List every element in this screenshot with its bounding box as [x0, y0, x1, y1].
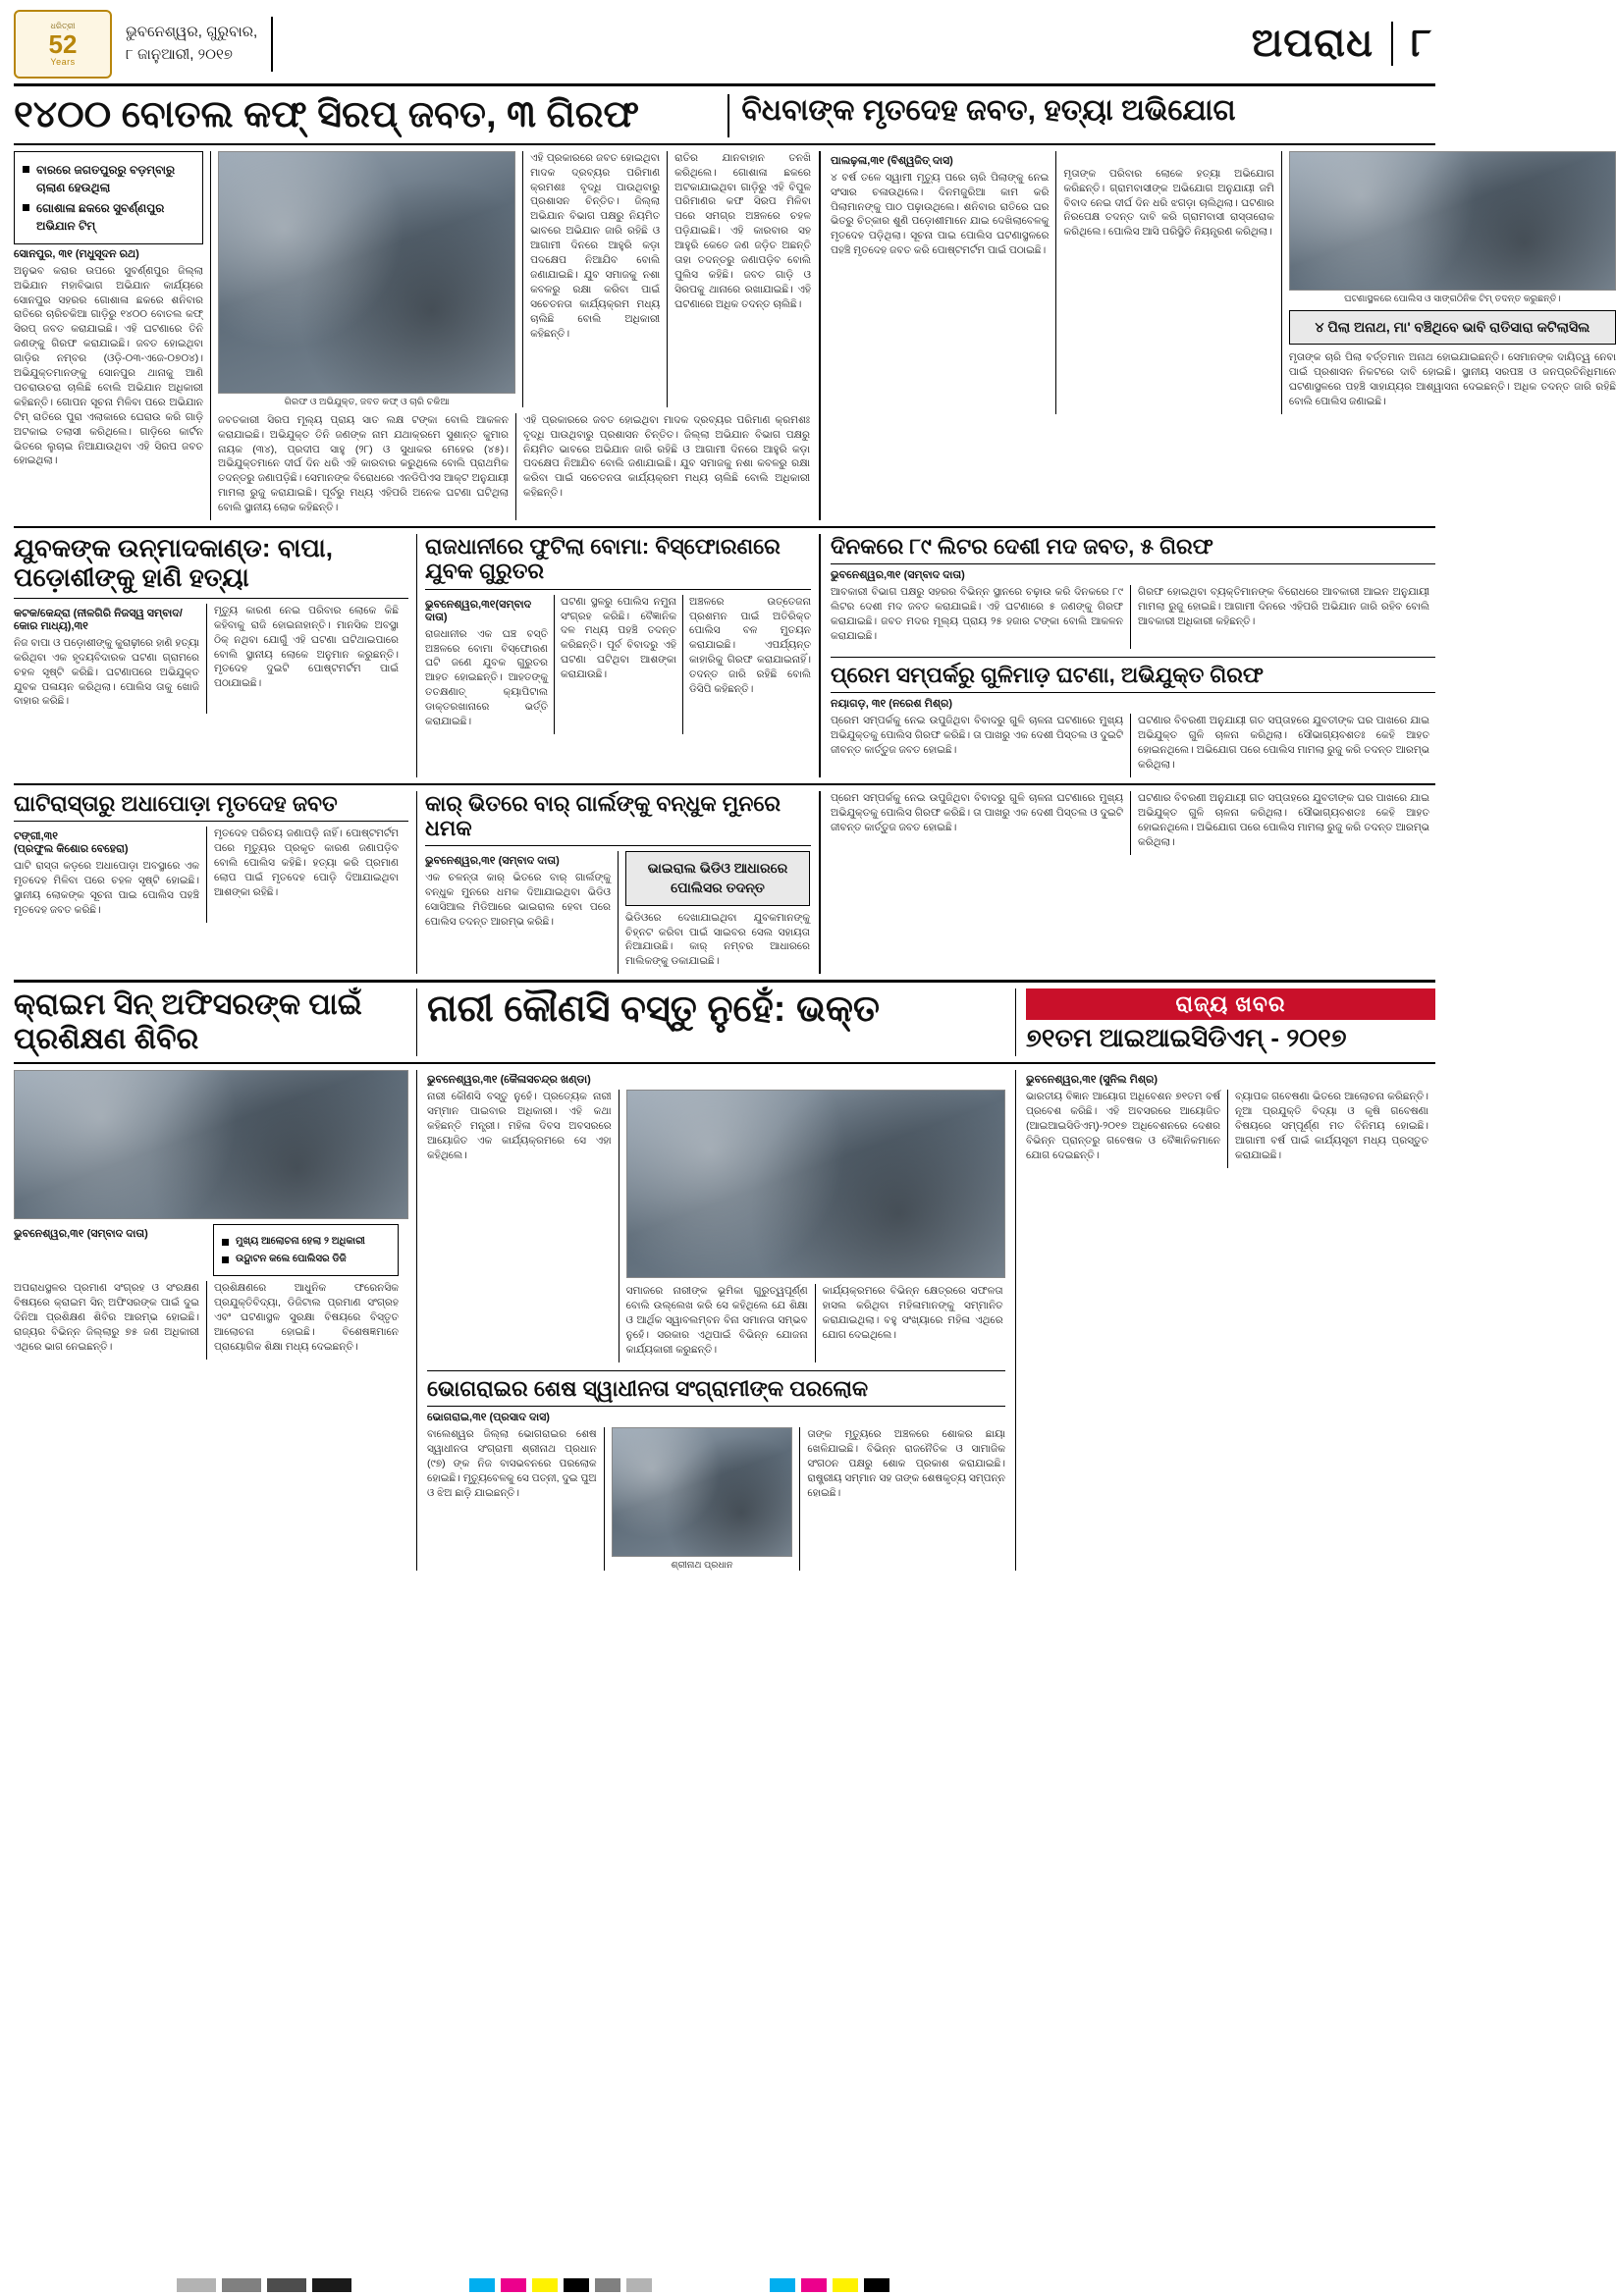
story-bomb-col3: ଅଞ୍ଚଳରେ ଉତ୍ତେଜନା ପ୍ରଶମନ ପାଇଁ ଅତିରିକ୍ତ ପୋଲିସ ବଳ ମୁତୟନ କରାଯାଇଛି। ଏପର୍ଯ୍ୟନ୍ତ କାହାରିକୁ ଗିରଫ କରାଯାଇନାହିଁ। ତଦନ୍ତ ଜାରି ରହିଛି ବୋଲି ଡିସିପି କହିଛନ୍ତି।: [689, 595, 811, 696]
story-corpse-col2: ମୃତଦେହ ପରିଚୟ ଜଣାପଡ଼ି ନାହିଁ। ପୋଷ୍ଟମର୍ଟମ ପରେ ମୃତ୍ୟୁର ପ୍ରକୃତ କାରଣ ଜଣାପଡ଼ିବ ବୋଲି ପୋଲିସ କହିଛି। ହତ୍ୟା କରି ପ୍ରମାଣ ଲୋପ ପାଇଁ ମୃତଦେହ ପୋଡ଼ି ଦିଆଯାଇଥିବା ଆଶଙ୍କା ରହିଛି।: [214, 828, 399, 898]
story-car-shadebox: ଭାଇରାଲ ଭିଡିଓ ଆଧାରରେ ପୋଲିସର ତଦନ୍ତ: [625, 851, 810, 905]
lead-photo-caption: ଗିରଫ ଓ ଅଭିଯୁକ୍ତ, ଜବତ କଫ୍ ଓ ଚାରି ଚକିଆ: [284, 396, 450, 407]
story-iit-headline: ୭୧ତମ ଆଇଆଇସିଡିଏମ୍ - ୨୦୧୭: [1026, 1023, 1347, 1053]
story-women-col3: କାର୍ଯ୍ୟକ୍ରମରେ ବିଭିନ୍ନ କ୍ଷେତ୍ରରେ ସଫଳତା ହାସଲ କରିଥିବା ମହିଳାମାନଙ୍କୁ ସମ୍ମାନିତ କରାଯାଇଥିଲା। ବହୁ ସଂଖ୍ୟାରେ ମହିଳା ଏଥିରେ ଯୋଗ ଦେଇଥିଲେ।: [822, 1285, 1003, 1341]
story-training-keybox: [213, 1224, 399, 1276]
colorbar-segment: [267, 2278, 306, 2292]
story-body-col3: ମୃତାଙ୍କ ଚାରି ପିଲା ବର୍ତ୍ତମାନ ଅନାଥ ହୋଇଯାଇଛନ୍ତି। ସେମାନଙ୍କ ଦାୟିତ୍ୱ ନେବା ପାଇଁ ପ୍ରଶାସନ ନିକଟରେ ଦାବି ହୋଇଛି। ସ୍ଥାନୀୟ ସରପଞ୍ଚ ଓ ଜନପ୍ରତିନିଧିମାନେ ଘଟଣାସ୍ଥଳରେ ପହଞ୍ଚି ସାହାଯ୍ୟର ଆଶ୍ୱାସନା ଦେଇଛନ୍ତି। ଅଧିକ ତଦନ୍ତ ଜାରି ରହିଛି ବୋଲି ପୋଲିସ ଜଣାଇଛି।: [1288, 351, 1616, 407]
colorbar-segment: [501, 2278, 526, 2292]
story-body-col1: ୪ ବର୍ଷ ତଳେ ସ୍ୱାମୀ ମୃତ୍ୟୁ ପରେ ଚାରି ପିଲାଙ୍କୁ ନେଇ ସଂସାର ଚଳାଉଥିଲେ। ଦିନମଜୁରିଆ କାମ କରି ପିଲାମାନଙ୍କୁ ପାଠ ପଢ଼ାଉଥିଲେ। ଶନିବାର ରାତିରେ ଘର ଭିତରୁ ଚିତ୍କାର ଶୁଣି ପଡ଼ୋଶୀମାନେ ଯାଇ ଦେଖିଲାବେଳକୁ ମୃତଦେହ ପଡ଼ିଥିଲା। ସୂଚନା ପାଇ ପୋଲିସ ଘଟଣାସ୍ଥଳରେ ପହଞ୍ଚି ମୃତଦେହ ଜବତ କରି ପୋଷ୍ଟମର୍ଟମ ପାଇଁ ପଠାଇଛି।: [831, 171, 1050, 257]
story-training-keybox-item-1: ମୁଖ୍ୟ ଆଲୋଚନା ହେଲା ୨ ଅଧିକାରୀ: [222, 1234, 390, 1249]
story-love-col1-cont: ପ୍ରେମ ସମ୍ପର୍କକୁ ନେଇ ଉପୁଜିଥିବା ବିବାଦରୁ ଗୁଳି ଚାଳନା ଘଟଣାରେ ମୁଖ୍ୟ ଅଭିଯୁକ୍ତକୁ ପୋଲିସ ଗିରଫ କରିଛି। ତା ପାଖରୁ ଏକ ଦେଶୀ ପିସ୍ତଲ ଓ ଦୁଇଟି ଜୀବନ୍ତ କାର୍ତ୍ତୁଜ ଜବତ ହୋଇଛି।: [831, 791, 1123, 833]
story-love-headline: ପ୍ରେମ ସମ୍ପର୍କରୁ ଗୁଳିମାଡ଼ ଘଟଣା, ଅଭିଯୁକ୍ତ ଗିରଫ: [831, 662, 1265, 687]
story-training-col2: ପ୍ରଶିକ୍ଷଣରେ ଆଧୁନିକ ଫରେନସିକ ପ୍ରଯୁକ୍ତିବିଦ୍ୟା, ଡିଜିଟାଲ ପ୍ରମାଣ ସଂଗ୍ରହ ଏବଂ ଘଟଣାସ୍ଥଳ ସୁରକ୍ଷା ବିଷୟରେ ବିସ୍ତୃତ ଆଲୋଚନା ହୋଇଛି। ବିଶେଷଜ୍ଞମାନେ ପ୍ରାୟୋଗିକ ଶିକ୍ଷା ମଧ୍ୟ ଦେଇଛନ୍ତି।: [214, 1282, 399, 1353]
story-bomb-dateline: ଭୁବନେଶ୍ୱର,୩୧(ସମ୍ବାଦ ଦାତା): [425, 598, 532, 623]
lead-keybox: [14, 151, 203, 244]
masthead-place-line2: ୮ ଜାନୁଆରୀ, ୨୦୧୭: [126, 45, 233, 63]
story-body-dateline: ପାଲଢ଼ଳା,୩୧ (ବିଶ୍ୱଜିତ୍ ଦାସ): [831, 154, 953, 167]
lead-photo: [218, 151, 515, 394]
colorbar-segment: [564, 2278, 589, 2292]
story-body-photo-caption: ଘଟଣାସ୍ଥଳରେ ପୋଲିସ ଓ ସାଙ୍ଗଠିନିକ ଟିମ୍ ତଦନ୍ତ କରୁଛନ୍ତି।: [1344, 293, 1561, 304]
lead-col1: ଅନୁଭବ କରାର ଉପରେ ସୁବର୍ଣ୍ଣପୁର ଜିଲ୍ଲା ଅଭିଯାନ ମହାବିଭାଗ ଅଭିଯାନ କାର୍ଯ୍ୟରେ ସୋନପୁର ସହରର ଗୋଶାଳା ଛକରେ ଶନିବାର ରାତିରେ ଚାରିଚକିଆ ଗାଡ଼ିରୁ ୧୪୦୦ ବୋତଲ କଫ୍ ସିରପ୍ ଜବତ କରାଯାଇଛି। ଏହି ଘଟଣାରେ ତିନି ଜଣଙ୍କୁ ଗିରଫ କରାଯାଇଛି। ଜବତ ହୋଇଥିବା ଗାଡ଼ିର ନମ୍ବର (ଓଡ଼ି-୦୩-ଏଜେ-୦୭୦୪)। ଅଭିଯୁକ୍ତମାନଙ୍କୁ ସୋନପୁର ଥାନାକୁ ଆଣି ପଚରାଉଚରା ଚାଲିଛି ବୋଲି ଅଭିଯାନ ଅଧିକାରୀ କହିଛନ୍ତି। ଗୋପନ ସୂଚନା ମିଳିବା ପରେ ଅଭିଯାନ ଟିମ୍ ରାତିରେ ପୁରା ଏଲାକାରେ ଘେରାଉ କରି ଗାଡ଼ି ଅଟକାଇ ତଲାସୀ କରିଥିଲେ। ଗାଡ଼ିରେ କାର୍ଟନ ଭିତରେ ଲୁଚାଇ ନିଆଯାଉଥିବା ଏହି ସିରପ ଜବତ ହୋଇଥିଲା।: [14, 264, 203, 467]
story-corpse-headline: ଘାଟିରାସ୍ତାରୁ ଅଧାପୋଡ଼ା ମୃତଦେହ ଜବତ: [14, 790, 338, 816]
masthead-right: [1252, 22, 1435, 66]
story-training-headline: କ୍ରାଇମ ସିନ୍ ଅଫିସରଙ୍କ ପାଇଁ ପ୍ରଶିକ୍ଷଣ ଶିବିର: [14, 988, 362, 1055]
lead-col2-cont: ଏହି ପ୍ରକାରରେ ଜବତ ହୋଇଥିବା ମାଦକ ଦ୍ରବ୍ୟର ପରିମାଣ କ୍ରମଶଃ ବୃଦ୍ଧି ପାଉଥିବାରୁ ପ୍ରଶାସନ ଚିନ୍ତିତ। ଜିଲ୍ଲା ଅଭିଯାନ ବିଭାଗ ପକ୍ଷରୁ ନିୟମିତ ଭାବରେ ଅଭିଯାନ ଜାରି ରହିଛି ଓ ଆଗାମୀ ଦିନରେ ଆହୁରି କଡ଼ା ପଦକ୍ଷେପ ନିଆଯିବ ବୋଲି ଜଣାଯାଇଛି। ଯୁବ ସମାଜକୁ ନଶା କବଳରୁ ରକ୍ଷା କରିବା ପାଇଁ ସଚେତନତା କାର୍ଯ୍ୟକ୍ରମ ମଧ୍ୟ ଚାଲିଛି ବୋଲି ଅଧିକାରୀ କହିଛନ୍ତି।: [523, 413, 810, 500]
masthead-place-line1: ଭୁବନେଶ୍ୱର, ଗୁରୁବାର,: [126, 24, 258, 40]
lead-dateline: ସୋନପୁର, ୩୧ (ମଧୁସୂଦନ ରଥ): [14, 247, 139, 260]
lead-keybox-item-1: ବାରରେ ଜଗତପୁରରୁ ବଡ଼ମ୍ବାରୁ ଚାଲାଣ ହେଉଥିଲା: [23, 161, 194, 196]
story-freedom-photo-caption: ଶ୍ରୀନାଥ ପ୍ରଧାନ: [671, 1560, 733, 1572]
state-news-band: ରାଜ୍ୟ ଖବର: [1026, 988, 1435, 1020]
story-youth-headline: ଯୁବକଙ୍କ ଉନ୍ମାଦକାଣ୍ଡ: ବାପା, ପଡ଼ୋଶୀଙ୍କୁ ହାଣି ହତ୍ୟା: [14, 533, 333, 592]
colorbar-segment: [595, 2278, 620, 2292]
story-freedom-col2: ତାଙ୍କ ମୃତ୍ୟୁରେ ଅଞ୍ଚଳରେ ଶୋକର ଛାୟା ଖେଳିଯାଇଛି। ବିଭିନ୍ନ ରାଜନୈତିକ ଓ ସାମାଜିକ ସଂଗଠନ ପକ୍ଷରୁ ଶୋକ ପ୍ରକାଶ କରାଯାଇଛି। ରାଷ୍ଟ୍ରୀୟ ସମ୍ମାନ ସହ ତାଙ୍କ ଶେଷକୃତ୍ୟ ସମ୍ପନ୍ନ ହୋଇଛି।: [807, 1428, 1005, 1499]
page-number: ୮: [1391, 22, 1431, 66]
story-iit-col2: ବ୍ୟାପକ ଗବେଷଣା ଭିତରେ ଆଲୋଚନା କରିଛନ୍ତି। ନୂଆ ପ୍ରଯୁକ୍ତି ବିଦ୍ୟା ଓ କୃଷି ଗବେଷଣା ବିଷୟରେ ସମ୍ପୂର୍ଣ୍ଣ ମତ ବିନିମୟ ହୋଇଛି। ଆଗାମୀ ବର୍ଷ ପାଇଁ କାର୍ଯ୍ୟସୂଚୀ ମଧ୍ୟ ପ୍ରସ୍ତୁତ କରାଯାଇଛି।: [1235, 1091, 1428, 1161]
story-car-dateline: ଭୁବନେଶ୍ୱର,୩୧ (ସମ୍ବାଦ ଦାତା): [425, 855, 560, 868]
lead-col4: ରାତିର ଯାନବାହାନ ତନଖି କରିଥିଲେ। ଗୋଶାଳା ଛକରେ ଅଟକାଯାଇଥିବା ଗାଡ଼ିରୁ ଏହି ବିପୁଳ ପରିମାଣର କଫ ସିରପ ମିଳିବା ପରେ ସମଗ୍ର ଅଞ୍ଚଳରେ ଚହଳ ପଡ଼ିଯାଇଛି। ଏହି କାରବାର ସହ ଆହୁରି କେତେ ଜଣ ଜଡ଼ିତ ଅଛନ୍ତି ତାହା ତଦନ୍ତରୁ ଜଣାପଡ଼ିବ ବୋଲି ପୁଲିସ କହିଛି। ଜବତ ଗାଡ଼ି ଓ ସିରପକୁ ଥାନାରେ ରଖାଯାଇଛି। ଏହି ଘଟଣାରେ ଅଧିକ ତଦନ୍ତ ଚାଲିଛି।: [674, 151, 812, 310]
section-title: ଅପରାଧ: [1251, 22, 1374, 65]
colorbar-segment: [177, 2278, 216, 2292]
story-love-col2: ଘଟଣାର ବିବରଣୀ ଅନୁଯାୟୀ ଗତ ସପ୍ତାହରେ ଯୁବତୀଙ୍କ ଘର ପାଖରେ ଯାଇ ଅଭିଯୁକ୍ତ ଗୁଳି ଚାଳନା କରିଥିଲା। ସୌଭାଗ୍ୟବଶତଃ କେହି ଆହତ ହୋଇନଥିଲେ। ଅଭିଯୋଗ ପରେ ପୋଲିସ ମାମଲା ରୁଜୁ କରି ତଦନ୍ତ ଆରମ୍ଭ କରିଥିଲା।: [1138, 715, 1429, 771]
story-women-headline: ନାରୀ କୌଣସି ବସ୍ତୁ ନୁହେଁ: ଭକ୍ତ: [427, 988, 881, 1031]
story-iit-col1: ଭାରତୀୟ ବିଜ୍ଞାନ ଆୟୋଗ ଅଧିବେଶନ ୭୧ତମ ବର୍ଷ ପ୍ରବେଶ କରିଛି। ଏହି ଅବସରରେ ଆୟୋଜିତ (ଆଇଆଇସିଡିଏମ୍)-୨୦୧୭ ଅଧିବେଶନରେ ଦେଶର ବିଭିନ୍ନ ପ୍ରାନ୍ତରୁ ଗବେଷକ ଓ ବୈଜ୍ଞାନିକମାନେ ଯୋଗ ଦେଇଛନ୍ତି।: [1026, 1091, 1220, 1161]
story-bomb-col1: ରାଜଧାନୀର ଏକ ଘଞ୍ଚ ବସ୍ତି ଅଞ୍ଚଳରେ ବୋମା ବିସ୍ଫୋରଣ ଘଟି ଜଣେ ଯୁବକ ଗୁରୁତର ଆହତ ହୋଇଛନ୍ତି। ଆହତଙ୍କୁ ତତକ୍ଷଣାତ୍ କ୍ୟାପିଟାଲ ଡାକ୍ତରଖାନାରେ ଭର୍ତ୍ତି କରାଯାଇଛି।: [425, 627, 548, 728]
logo-years-label: Years: [50, 56, 76, 67]
colorbar-segment: [469, 2278, 495, 2292]
story-women-photo: [626, 1090, 1005, 1278]
masthead-place: [122, 17, 273, 72]
story-love-col1: ପ୍ରେମ ସମ୍ପର୍କକୁ ନେଇ ଉପୁଜିଥିବା ବିବାଦରୁ ଗୁଳି ଚାଳନା ଘଟଣାରେ ମୁଖ୍ୟ ଅଭିଯୁକ୍ତକୁ ପୋଲିସ ଗିରଫ କରିଛି। ତା ପାଖରୁ ଏକ ଦେଶୀ ପିସ୍ତଲ ଓ ଦୁଇଟି ଜୀବନ୍ତ କାର୍ତ୍ତୁଜ ଜବତ ହୋଇଛି।: [831, 715, 1123, 757]
story-body-col2: ମୃତାଙ୍କ ପରିବାର ଲୋକେ ହତ୍ୟା ଅଭିଯୋଗ କରିଛନ୍ତି। ଗ୍ରାମବାସୀଙ୍କ ଅଭିଯୋଗ ଅନୁଯାୟୀ ଜମି ବିବାଦ ନେଇ ଦୀର୍ଘ ଦିନ ଧରି ଝଗଡ଼ା ଚାଲିଥିଲା। ଘଟଣାର ନିରପେକ୍ଷ ତଦନ୍ତ ଦାବି କରି ଗ୍ରାମବାସୀ ରାସ୍ତାରୋକ କରିଥିଲେ। ପୋଲିସ ଆସି ପରିସ୍ଥିତି ନିୟନ୍ତ୍ରଣ କରିଥିଲା।: [1063, 167, 1274, 239]
colorbar-segment: [312, 2278, 351, 2292]
story-car-col1: ଏକ ଚଳନ୍ତା କାର୍ ଭିତରେ ବାର୍ ଗାର୍ଲଙ୍କୁ ବନ୍ଧୁକ ମୁନରେ ଧମକ ଦିଆଯାଇଥିବା ଭିଡିଓ ସୋସିଆଲ ମିଡିଆରେ ଭାଇରାଲ ହେବା ପରେ ପୋଲିସ ତଦନ୍ତ ଆରମ୍ଭ କରିଛି।: [425, 872, 611, 929]
colorbar-segment: [801, 2278, 827, 2292]
story-freedom-dateline: ଭୋଗରାଇ,୩୧ (ପ୍ରସାଦ ଦାସ): [427, 1412, 550, 1424]
story-youth-col1: ନିଜ ବାପା ଓ ପଡ଼ୋଶୀଙ୍କୁ କୁରାଢ଼ୀରେ ହାଣି ହତ୍ୟା କରିଥିବା ଏକ ହୃଦୟବିଦାରକ ଘଟଣା ଗ୍ରାମରେ ଚହଳ ସୃଷ୍ଟି କରିଛି। ଘଟଣାପରେ ଅଭିଯୁକ୍ତ ଯୁବକ ପଳାୟନ କରିଥିଲା। ପୋଲିସ ତାକୁ ଖୋଜି ବାହାର କରିଛି।: [14, 636, 199, 708]
story-bomb-col2: ଘଟଣା ସ୍ଥଳରୁ ପୋଲିସ ନମୁନା ସଂଗ୍ରହ କରିଛି। ବୈଜ୍ଞାନିକ ଦଳ ମଧ୍ୟ ପହଞ୍ଚି ତଦନ୍ତ କରିଛନ୍ତି। ପୂର୍ବ ବିବାଦରୁ ଏହି ଘଟଣା ଘଟିଥିବା ଆଶଙ୍କା କରାଯାଉଛି।: [561, 595, 676, 681]
story-love-col2-cont: ଘଟଣାର ବିବରଣୀ ଅନୁଯାୟୀ ଗତ ସପ୍ତାହରେ ଯୁବତୀଙ୍କ ଘର ପାଖରେ ଯାଇ ଅଭିଯୁକ୍ତ ଗୁଳି ଚାଳନା କରିଥିଲା। ସୌଭାଗ୍ୟବଶତଃ କେହି ଆହତ ହୋଇନଥିଲେ। ଅଭିଯୋଗ ପରେ ପୋଲିସ ମାମଲା ରୁଜୁ କରି ତଦନ୍ତ ଆରମ୍ଭ କରିଥିଲା।: [1138, 791, 1429, 848]
story-body-photo: [1289, 151, 1616, 291]
story-bomb-headline: ରାଜଧାନୀରେ ଫୁଟିଲା ବୋମା: ବିସ୍ଫୋରଣରେ ଯୁବକ ଗୁରୁତର: [425, 534, 781, 584]
story-liquor-dateline: ଭୁବନେଶ୍ୱର,୩୧ (ସମ୍ବାଦ ଦାତା): [831, 569, 965, 582]
story-liquor-col1: ଆବକାରୀ ବିଭାଗ ପକ୍ଷରୁ ସହରର ବିଭିନ୍ନ ସ୍ଥାନରେ ଚଢ଼ାଉ କରି ଦିନକରେ ୮୯ ଲିଟର ଦେଶୀ ମଦ ଜବତ କରାଯାଇଛି। ଏହି ଘଟଣାରେ ୫ ଜଣଙ୍କୁ ଗିରଫ କରାଯାଇଛି। ଜବତ ମଦର ମୂଲ୍ୟ ପ୍ରାୟ ୨୫ ହଜାର ଟଙ୍କା ବୋଲି ଆକଳନ କରାଯାଇଛି।: [831, 586, 1123, 643]
logo-word: ଧରିତ୍ରୀ: [50, 21, 76, 30]
story-training-photo: [14, 1070, 408, 1219]
story-iit-dateline: ଭୁବନେଶ୍ୱର,୩୧ (ସୁନିଲ ମିଶ୍ର): [1026, 1074, 1158, 1087]
story-love-dateline: ନୟାଗଡ଼, ୩୧ (ନରେଶ ମିଶ୍ର): [831, 698, 953, 711]
publication-logo: [14, 10, 112, 79]
colorbar-segment: [864, 2278, 889, 2292]
story-women-col1: ନାରୀ କୌଣସି ବସ୍ତୁ ନୁହେଁ। ପ୍ରତ୍ୟେକ ନାରୀ ସମ୍ମାନ ପାଇବାର ଅଧିକାରୀ। ଏହି କଥା କହିଛନ୍ତି ମନ୍ତ୍ରୀ। ମହିଳା ଦିବସ ଅବସରରେ ଆୟୋଜିତ ଏକ କାର୍ଯ୍ୟକ୍ରମରେ ସେ ଏହା କହିଥିଲେ।: [427, 1091, 612, 1161]
story-car-col2: ଭିଡିଓରେ ଦେଖାଯାଇଥିବା ଯୁବକମାନଙ୍କୁ ଚିହ୍ନଟ କରିବା ପାଇଁ ସାଇବର ସେଲ ସହାୟତା ନିଆଯାଉଛି। କାର୍ ନମ୍ବର ଆଧାରରେ ମାଲିକଙ୍କୁ ଡକାଯାଇଛି।: [625, 911, 810, 968]
story-training-dateline: ଭୁବନେଶ୍ୱର,୩୧ (ସମ୍ବାଦ ଦାତା): [14, 1228, 148, 1241]
story-corpse-dateline: ଟଙ୍ଗୀ,୩୧ (ପ୍ରଫୁଲ କିଶୋର ବେହେରା): [14, 830, 129, 856]
story-women-dateline: ଭୁବନେଶ୍ୱର,୩୧ (କୈଳାସଚନ୍ଦ୍ର ଖଣ୍ଡା): [427, 1074, 591, 1087]
colorbar-segment: [532, 2278, 558, 2292]
story-car-headline: କାର୍ ଭିତରେ ବାର୍ ଗାର୍ଲଙ୍କୁ ବନ୍ଧୁକ ମୁନରେ ଧମକ: [425, 790, 781, 841]
story-freedom-headline: ଭୋଗରାଇର ଶେଷ ସ୍ୱାଧୀନତା ସଂଗ୍ରାମୀଙ୍କ ପରଲୋକ: [427, 1375, 869, 1401]
story-freedom-photo: [612, 1427, 793, 1557]
story-body-headline: ବିଧବାଙ୍କ ମୃତଦେହ ଜବତ, ହତ୍ୟା ଅଭିଯୋଗ: [741, 94, 1236, 127]
lead-col2: ଜବତକାରୀ ସିରପ ମୂଲ୍ୟ ପ୍ରାୟ ସାତ ଲକ୍ଷ ଟଙ୍କା ବୋଲି ଆକଳନ କରାଯାଇଛି। ଅଭିଯୁକ୍ତ ତିନି ଜଣଙ୍କ ନାମ ଯଥାକ୍ରମେ ସୁଶାନ୍ତ କୁମାର ନାୟକ (୩୪), ପ୍ରଦୀପ ସାହୁ (୨୮) ଓ ସୁଧାକର ମେହେର (୪୫)। ଅଭିଯୁକ୍ତମାନେ ଦୀର୍ଘ ଦିନ ଧରି ଏହି କାରବାର କରୁଥିଲେ ବୋଲି ପ୍ରାଥମିକ ତଦନ୍ତରୁ ଜଣାପଡ଼ିଛି। ସେମାନଙ୍କ ବିରୋଧରେ ଏନଡିପିଏସ ଆକ୍ଟ ଅନୁଯାୟୀ ମାମଲା ରୁଜୁ କରାଯାଇଛି। ପୂର୍ବରୁ ମଧ୍ୟ ଏହିପରି ଅନେକ ଘଟଣା ଘଟିଥିଲା ବୋଲି ସ୍ଥାନୀୟ ଲୋକ କହିଛନ୍ତି।: [218, 413, 509, 514]
story-women-col2: ସମାଜରେ ନାରୀଙ୍କ ଭୂମିକା ଗୁରୁତ୍ୱପୂର୍ଣ୍ଣ ବୋଲି ଉଲ୍ଲେଖ କରି ସେ କହିଥିଲେ ଯେ ଶିକ୍ଷା ଓ ଆର୍ଥିକ ସ୍ୱାବଲମ୍ବନ ବିନା ସମାନତା ସମ୍ଭବ ନୁହେଁ। ସରକାର ଏଥିପାଇଁ ବିଭିନ୍ନ ଯୋଜନା କାର୍ଯ୍ୟକାରୀ କରୁଛନ୍ତି।: [625, 1285, 808, 1356]
lead-col3: ଏହି ପ୍ରକାରରେ ଜବତ ହୋଇଥିବା ମାଦକ ଦ୍ରବ୍ୟର ପରିମାଣ କ୍ରମଶଃ ବୃଦ୍ଧି ପାଉଥିବାରୁ ପ୍ରଶାସନ ଚିନ୍ତିତ। ଜିଲ୍ଲା ଅଭିଯାନ ବିଭାଗ ପକ୍ଷରୁ ନିୟମିତ ଭାବରେ ଅଭିଯାନ ଜାରି ରହିଛି ଓ ଆଗାମୀ ଦିନରେ ଆହୁରି କଡ଼ା ପଦକ୍ଷେପ ନିଆଯିବ ବୋଲି ଜଣାଯାଇଛି। ଯୁବ ସମାଜକୁ ନଶା କବଳରୁ ରକ୍ଷା କରିବା ପାଇଁ ସଚେତନତା କାର୍ଯ୍ୟକ୍ରମ ମଧ୍ୟ ଚାଲିଛି ବୋଲି ଅଧିକାରୀ କହିଛନ୍ତି।: [530, 151, 661, 340]
print-registration-colorbar: [0, 2274, 1449, 2296]
story-liquor-headline: ଦିନକରେ ୮୯ ଲିଟର ଦେଶୀ ମଦ ଜବତ, ୫ ଗିରଫ: [831, 534, 1213, 560]
logo-years: 52: [48, 28, 78, 59]
story-youth-col2: ମୃତ୍ୟୁ କାରଣ ନେଇ ପରିବାର ଲୋକେ କିଛି କହିବାକୁ ରାଜି ହୋଇନାହାନ୍ତି। ମାନସିକ ଅବସ୍ଥା ଠିକ୍ ନଥିବା ଯୋଗୁଁ ଏହି ଘଟଣା ଘଟିଥାଇପାରେ ବୋଲି ସ୍ଥାନୀୟ ଲୋକେ ଅନୁମାନ କରୁଛନ୍ତି। ମୃତଦେହ ଦୁଇଟି ପୋଷ୍ଟମର୍ଟମ ପାଇଁ ପଠାଯାଇଛି।: [214, 604, 399, 690]
masthead: [14, 10, 1435, 86]
colorbar-segment: [222, 2278, 261, 2292]
story-training-keybox-item-2: ଉଦ୍ଘାଟନ କଲେ ପୋଲିସର ଡିଜି: [222, 1252, 390, 1266]
story-freedom-col1: ବାଲେଶ୍ୱର ଜିଲ୍ଲା ଭୋଗରାଇର ଶେଷ ସ୍ୱାଧୀନତା ସଂଗ୍ରାମୀ ଶ୍ରୀନାଥ ପ୍ରଧାନ (୯୭) ଙ୍କ ନିଜ ବାସଭବନରେ ପରଲୋକ ହୋଇଛି। ମୃତ୍ୟୁବେଳକୁ ସେ ପତ୍ନୀ, ଦୁଇ ପୁଅ ଓ ଝିଅ ଛାଡ଼ି ଯାଇଛନ୍ତି।: [427, 1428, 597, 1499]
story-training-col1: ଅପରାଧସ୍ଥଳର ପ୍ରମାଣ ସଂଗ୍ରହ ଓ ସଂରକ୍ଷଣ ବିଷୟରେ କ୍ରାଇମ ସିନ୍ ଅଫିସରଙ୍କ ପାଇଁ ଦୁଇ ଦିନିଆ ପ୍ରଶିକ୍ଷଣ ଶିବିର ଆରମ୍ଭ ହୋଇଛି। ରାଜ୍ୟର ବିଭିନ୍ନ ଜିଲ୍ଲାରୁ ୭୫ ଜଣ ଅଧିକାରୀ ଏଥିରେ ଭାଗ ନେଇଛନ୍ତି।: [14, 1282, 199, 1353]
colorbar-segment: [626, 2278, 652, 2292]
story-liquor-col2: ଗିରଫ ହୋଇଥିବା ବ୍ୟକ୍ତିମାନଙ୍କ ବିରୋଧରେ ଆବକାରୀ ଆଇନ ଅନୁଯାୟୀ ମାମଲା ରୁଜୁ ହୋଇଛି। ଆଗାମୀ ଦିନରେ ଏହିପରି ଅଭିଯାନ ଜାରି ରହିବ ବୋଲି ଆବକାରୀ ଅଧିକାରୀ କହିଛନ୍ତି।: [1138, 586, 1429, 628]
story-corpse-col1: ଘାଟି ରାସ୍ତା କଡ଼ରେ ଅଧାପୋଡ଼ା ଅବସ୍ଥାରେ ଏକ ମୃତଦେହ ମିଳିବା ପରେ ଚହଳ ସୃଷ୍ଟି ହୋଇଛି। ସ୍ଥାନୀୟ ଲୋକଙ୍କ ସୂଚନା ପାଇ ପୋଲିସ ପହଞ୍ଚି ମୃତଦେହ ଜବତ କରିଛି।: [14, 860, 199, 916]
colorbar-segment: [770, 2278, 795, 2292]
lead-headline: ୧୪୦୦ ବୋତଲ କଫ୍ ସିରପ୍ ଜବତ, ୩ ଗିରଫ: [14, 94, 640, 135]
story-body-subbox: ୪ ପିଲା ଅନାଥ, ମା' ବଞ୍ଚିଥିବେ ଭାବି ରାତିସାରା କଟିଲାସିଲ: [1289, 310, 1616, 346]
story-youth-dateline: କଟକ/କେନ୍ଦ୍ରା (ନୀଳଗିରି ନିଜସ୍ୱ ସମ୍ବାଦ/କୋର ମାଧ୍ୟ),୩୧: [14, 607, 183, 632]
colorbar-segment: [833, 2278, 858, 2292]
lead-keybox-item-2: ଗୋଶାଳା ଛକରେ ସୁବର୍ଣ୍ଣପୁର ଅଭିଯାନ ଟିମ୍: [23, 199, 194, 235]
